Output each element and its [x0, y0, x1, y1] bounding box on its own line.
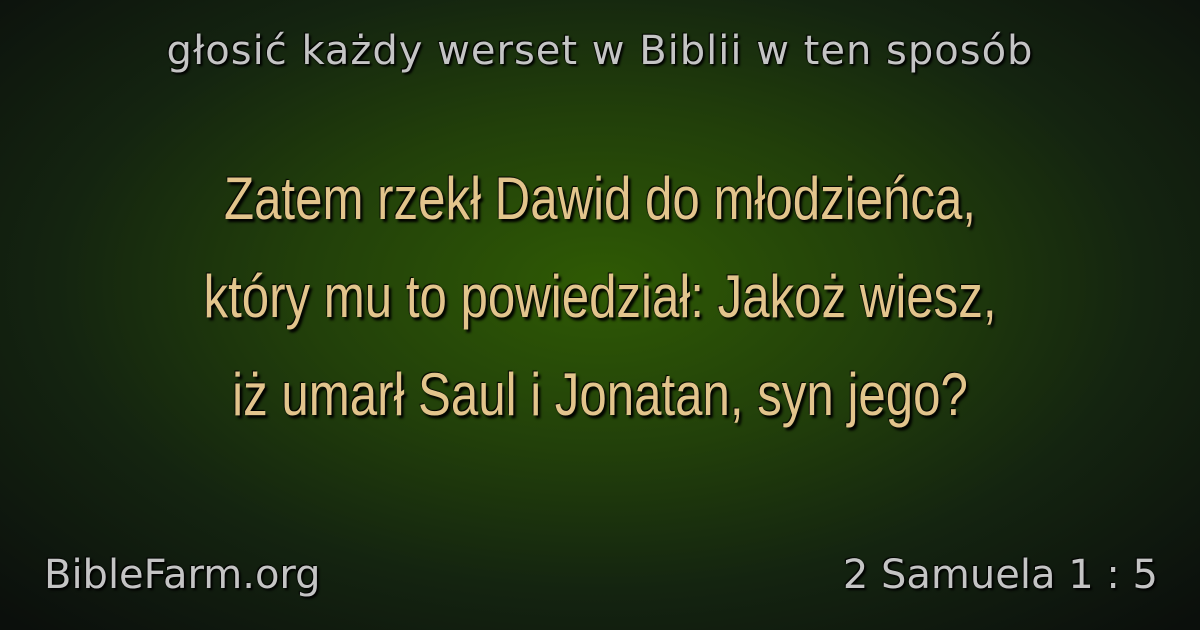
verse-line-1: Zatem rzekł Dawid do młodzieńca, — [224, 165, 976, 232]
tagline: głosić każdy werset w Biblii w ten sposób — [166, 28, 1034, 74]
verse-reference: 2 Samuela 1 : 5 — [842, 552, 1158, 598]
site-name: BibleFarm.org — [44, 552, 321, 598]
verse-text — [133, 150, 1068, 444]
verse-line-3: iż umarł Saul i Jonatan, syn jego? — [232, 361, 968, 428]
verse-line-2: który mu to powiedział: Jakoż wiesz, — [203, 263, 997, 330]
